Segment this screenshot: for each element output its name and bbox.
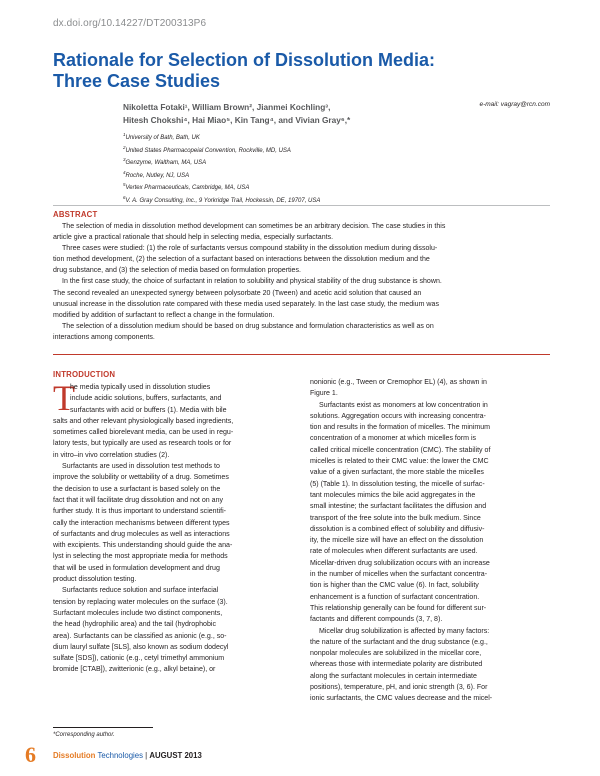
body-line: Micellar drug solubilization is affected by many factors: [319,627,490,635]
abstract-heading: ABSTRACT [53,210,98,219]
issue-date: AUGUST 2013 [149,751,202,760]
affiliation-item: $^5$Vertex Pharmaceuticals, Cambridge, MA, USA [123,182,250,191]
journal-footer [53,751,202,760]
body-line: surfactants with acid or buffers (1). Media with bile [70,406,227,414]
abstract-line: tion method development, (2) the selection of a surfactant based on interactions between the dissolution medium and the [53,256,430,264]
affiliations [123,129,453,204]
body-line: Surfactant molecules include two distinct components, [53,609,223,617]
body-line: concentration of a monomer at which micelles form is [310,435,477,443]
footnote-rule [53,727,153,728]
body-line: that will be used in formulation development and drug [53,564,220,572]
body-line: tant molecules mimics the bile acid aggregates in the [310,491,476,499]
body-line: dium lauryl sulfate [SLS], also known as sodium dodecyl [53,643,229,651]
body-line: small intestine; the surfactant facilitates the diffusion and [310,503,487,511]
body-line: further study. It is thus important to understand scientifi- [53,508,226,516]
abstract-line: The selection of a dissolution medium should be based on drug substance and formulation characteristics as well as on [62,322,434,330]
body-line: transport of the free solute into the bulk medium. Since [310,514,481,522]
journal-name-part1: Dissolution [53,751,96,760]
abstract-line: article give a practical rationale that should help in selecting media, especially surfactants. [53,234,334,242]
body-line: value of a given surfactant, the more stable the micelles [310,469,484,477]
author-line-2: Hitesh Chokshi⁴, Hai Miao⁵, Kin Tang⁴, and Vivian Gray⁶,* [123,114,351,125]
body-line: fact that it will facilitate drug dissolution and not on any [53,496,224,504]
journal-name-part2: Technologies [95,751,143,760]
abstract-line: modified by addition of surfactant to reflect a change in the formulation. [53,311,275,319]
body-line: whereas those with intermediate polarity are distributed [310,661,483,669]
body-line: ionic surfactants, the CMC values decrease and the micel- [310,695,493,703]
introduction-heading: INTRODUCTION [53,370,116,379]
abstract-body [53,221,550,343]
body-line: lyst in selecting the most appropriate media for methods [53,553,228,561]
affiliation-item: $^3$Genzyme, Waltham, MA, USA [123,157,207,166]
body-line: Surfactants are used in dissolution test methods to [62,463,220,471]
body-line: enhancement is a function of surfactant concentration. [310,593,480,601]
body-line: with excipients. This understanding should guide the ana- [53,542,233,550]
body-line: in vitro–in vivo correlation studies (2). [53,451,170,459]
footer-separator: | [143,751,150,760]
body-line: along the surfactant molecules in certain intermediate [310,672,477,680]
body-line: product dissolution testing. [53,576,137,584]
body-line: tion and results in the formation of micelles. The minimum [310,424,491,432]
body-line: in the number of micelles when the surfactant concentra- [310,571,488,579]
body-line: solutions. Aggregation occurs with increasing concentra- [310,412,486,420]
body-line: improve the solubility or wettability of a drug. Sometimes [53,474,229,482]
body-line: salts and other relevant physiologically based ingredients, [53,417,234,425]
affiliation-item: $^1$University of Bath, Bath, UK [123,132,200,141]
affiliation-item: $^4$Roche, Nutley, NJ, USA [123,169,190,179]
body-line: Surfactants reduce solution and surface interfacial [62,587,219,595]
article-title: Rationale for Selection of Dissolution Media: Three Case Studies [53,50,436,91]
body-line: tension by replacing water molecules on the surface (3). [53,598,228,606]
body-line: of surfactants and drug molecules as well as interactions [53,530,230,538]
body-line: Micellar-driven drug solubilization occurs with an increase [310,559,490,567]
abstract-line: unusual increase in the dissolution rate compared with these media used separately. In the last case study, the medium was [53,300,439,308]
body-line: the head (hydrophilic area) and the tail (hydrophobic [53,621,216,629]
page-number: 6 [25,742,36,767]
abstract-line: In the first case study, the choice of surfactant in relation to solubility and physical stability of the drug substance is shown. [62,278,442,286]
body-line: sulfate [SDS]), cationic (e.g., cetyl trimethyl ammonium [53,655,225,663]
abstract-line: drug substance, and (3) the selection of media based on formulation properties. [53,267,301,275]
body-line: ity, the micelle size will have an effect on the dissolution [310,537,484,545]
body-line: bromide [CTAB]), zwitterionic (e.g., alkyl betaine), or [53,666,216,674]
body-line: nonpolar molecules are solubilized in the micellar core, [310,650,482,658]
body-line: he media typically used in dissolution studies [70,384,211,391]
body-line: the decision to use a surfactant is based solely on the [53,485,221,493]
abstract-line: interactions among components. [53,333,155,341]
body-line: latory tests, but typically are used as research tools or for [53,440,232,448]
body-line: Surfactants exist as monomers at low concentration in [319,401,488,409]
body-line: micelles is related to their CMC value: the lower the CMC [310,458,489,466]
body-line: positions), temperature, pH, and ionic strength (3, 6). For [310,684,488,692]
body-line: nonionic (e.g., Tween or Cremophor EL) (4), as shown in [310,379,487,386]
doi-link[interactable]: dx.doi.org/10.14227/DT200313P6 [53,18,207,29]
abstract-bottom-rule [53,354,550,355]
affiliation-item: $^6$V. A. Gray Consulting, Inc., 9 Yorkridge Trail, Hockessin, DE, 19707, USA [123,194,321,204]
abstract-line: Three cases were studied: (1) the role of surfactants versus compound stability in the dissolution medium during dissolu- [62,245,438,253]
abstract-top-rule [53,205,550,206]
body-line: This relationship generally can be found for different sur- [310,604,487,612]
affiliation-item: $^2$United States Pharmacopeial Convention, Rockville, MD, USA [123,144,291,154]
abstract-line: The second revealed an unexpected synergy between polysorbate 20 (Tween) and acetic acid solution that caused an [53,289,422,297]
body-line: dissolution is a combined effect of solubility and diffusiv- [310,525,485,533]
footnote: *Corresponding author. [53,732,115,738]
corresponding-email[interactable]: e-mail: vagray@rcn.com [479,101,550,108]
body-line: tion is higher than the CMC value (6). In fact, solubility [310,582,479,590]
body-column-2 [310,377,550,705]
body-line: include acidic solutions, buffers, surfactants, and [70,395,222,403]
body-line: Figure 1. [310,390,338,398]
body-line: sometimes called biorelevant media, can be used in regu- [53,429,234,437]
drop-cap: T [53,378,75,418]
body-line: (5) (Table 1). In dissolution testing, the micelle of surfac- [310,480,485,488]
author-list [123,101,443,126]
body-line: called critical micelle concentration (CMC). The stability of [310,446,491,454]
author-line-1: Nikoletta Fotaki¹, William Brown², Jianmei Kochling³, [123,102,331,112]
body-column-1 [53,378,303,676]
body-line: area). Surfactants can be classified as anionic (e.g., so- [53,632,227,640]
body-line: cally the interaction mechanisms between different types [53,519,230,527]
body-line: rate of molecules when different surfactants are used. [310,548,478,556]
body-line: factants and different compounds (3, 7, 8). [310,616,443,624]
body-line: the nature of the surfactant and the drug substance (e.g., [310,638,488,646]
abstract-line: The selection of media in dissolution method development can sometimes be an arbitrary decision. The case studies in this [62,223,446,230]
